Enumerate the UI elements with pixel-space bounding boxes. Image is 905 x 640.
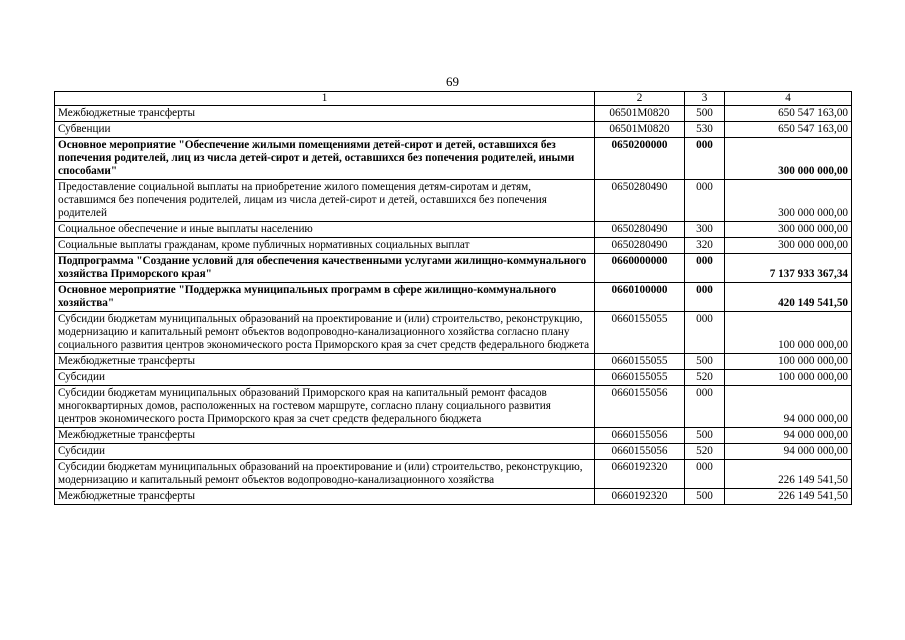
row-name-cell: Субсидии бюджетам муниципальных образований на проектирование и (или) строительство, реконструкцию, модернизацию и капитальный ремонт объектов водопроводно-канализационного хозяйства согласно плану социального развития центров экономического роста Приморского края за счет средств федерального бюджета bbox=[55, 312, 595, 354]
column-header-sum: 4 bbox=[725, 92, 852, 106]
table-row bbox=[55, 122, 852, 138]
row-code-cell: 06501M0820 bbox=[595, 106, 685, 122]
page-number: 69 bbox=[446, 74, 459, 89]
row-name-cell: Подпрограмма "Создание условий для обеспечения качественными услугами жилищно-коммунального хозяйства Приморского края" bbox=[55, 254, 595, 283]
column-header-code: 2 bbox=[595, 92, 685, 106]
row-sum-cell: 300 000 000,00 bbox=[725, 138, 852, 180]
row-vr-cell: 000 bbox=[685, 283, 725, 312]
row-vr-cell: 530 bbox=[685, 122, 725, 138]
row-code-cell: 0650280490 bbox=[595, 238, 685, 254]
row-name-cell: Субсидии бюджетам муниципальных образований Приморского края на капитальный ремонт фасадов многоквартирных домов, расположенных на гостевом маршруте, согласно плану социального развития центров экономического роста Приморского края за счет средств федерального бюджета bbox=[55, 386, 595, 428]
row-name-cell: Социальные выплаты гражданам, кроме публичных нормативных социальных выплат bbox=[55, 238, 595, 254]
row-sum-cell: 94 000 000,00 bbox=[725, 386, 852, 428]
row-name-cell: Субсидии бюджетам муниципальных образований на проектирование и (или) строительство, реконструкцию, модернизацию и капитальный ремонт объектов водопроводно-канализационного хозяйства bbox=[55, 460, 595, 489]
row-vr-cell: 000 bbox=[685, 312, 725, 354]
row-vr-cell: 500 bbox=[685, 354, 725, 370]
row-vr-cell: 520 bbox=[685, 370, 725, 386]
row-vr-cell: 000 bbox=[685, 138, 725, 180]
row-sum-cell: 100 000 000,00 bbox=[725, 370, 852, 386]
row-vr-cell: 520 bbox=[685, 444, 725, 460]
row-name-cell: Субвенции bbox=[55, 122, 595, 138]
row-vr-cell: 000 bbox=[685, 460, 725, 489]
row-code-cell: 0660155056 bbox=[595, 444, 685, 460]
row-name-cell: Межбюджетные трансферты bbox=[55, 354, 595, 370]
row-code-cell: 0660155056 bbox=[595, 428, 685, 444]
row-code-cell: 0660100000 bbox=[595, 283, 685, 312]
table-row bbox=[55, 180, 852, 222]
row-name-cell: Предоставление социальной выплаты на приобретение жилого помещения детям-сиротам и детям, оставшимся без попечения родителей, лицам из числа детей-сирот и детей, оставшихся без попечения родителей bbox=[55, 180, 595, 222]
row-sum-cell: 650 547 163,00 bbox=[725, 122, 852, 138]
table-row bbox=[55, 283, 852, 312]
table-header-row bbox=[55, 92, 852, 106]
row-sum-cell: 650 547 163,00 bbox=[725, 106, 852, 122]
row-sum-cell: 300 000 000,00 bbox=[725, 180, 852, 222]
row-vr-cell: 000 bbox=[685, 180, 725, 222]
row-name-cell: Социальное обеспечение и иные выплаты населению bbox=[55, 222, 595, 238]
table-row bbox=[55, 354, 852, 370]
row-code-cell: 0660192320 bbox=[595, 489, 685, 505]
row-name-cell: Межбюджетные трансферты bbox=[55, 428, 595, 444]
row-sum-cell: 100 000 000,00 bbox=[725, 354, 852, 370]
row-code-cell: 0650200000 bbox=[595, 138, 685, 180]
row-vr-cell: 000 bbox=[685, 254, 725, 283]
row-sum-cell: 300 000 000,00 bbox=[725, 222, 852, 238]
row-sum-cell: 226 149 541,50 bbox=[725, 460, 852, 489]
row-sum-cell: 94 000 000,00 bbox=[725, 428, 852, 444]
row-code-cell: 0660155056 bbox=[595, 386, 685, 428]
table-row bbox=[55, 386, 852, 428]
row-code-cell: 06501M0820 bbox=[595, 122, 685, 138]
row-vr-cell: 000 bbox=[685, 386, 725, 428]
column-header-vr: 3 bbox=[685, 92, 725, 106]
row-name-cell: Субсидии bbox=[55, 444, 595, 460]
row-sum-cell: 420 149 541,50 bbox=[725, 283, 852, 312]
row-code-cell: 0660155055 bbox=[595, 312, 685, 354]
row-code-cell: 0660000000 bbox=[595, 254, 685, 283]
row-sum-cell: 226 149 541,50 bbox=[725, 489, 852, 505]
row-code-cell: 0660155055 bbox=[595, 354, 685, 370]
table-row bbox=[55, 312, 852, 354]
table-row bbox=[55, 444, 852, 460]
row-vr-cell: 500 bbox=[685, 106, 725, 122]
row-name-cell: Межбюджетные трансферты bbox=[55, 489, 595, 505]
table-row bbox=[55, 238, 852, 254]
row-sum-cell: 94 000 000,00 bbox=[725, 444, 852, 460]
budget-table bbox=[54, 91, 852, 505]
row-name-cell: Основное мероприятие "Обеспечение жилыми помещениями детей-сирот и детей, оставшихся без попечения родителей, лиц из числа детей-сирот и детей, оставшихся без попечения родителей, иными способами" bbox=[55, 138, 595, 180]
table-row bbox=[55, 460, 852, 489]
row-sum-cell: 100 000 000,00 bbox=[725, 312, 852, 354]
row-sum-cell: 7 137 933 367,34 bbox=[725, 254, 852, 283]
row-sum-cell: 300 000 000,00 bbox=[725, 238, 852, 254]
row-vr-cell: 500 bbox=[685, 489, 725, 505]
row-name-cell: Межбюджетные трансферты bbox=[55, 106, 595, 122]
table-row bbox=[55, 254, 852, 283]
row-name-cell: Субсидии bbox=[55, 370, 595, 386]
row-vr-cell: 500 bbox=[685, 428, 725, 444]
table-row bbox=[55, 222, 852, 238]
column-header-name: 1 bbox=[55, 92, 595, 106]
row-code-cell: 0660192320 bbox=[595, 460, 685, 489]
table-row bbox=[55, 489, 852, 505]
row-code-cell: 0660155055 bbox=[595, 370, 685, 386]
table-row bbox=[55, 138, 852, 180]
row-vr-cell: 320 bbox=[685, 238, 725, 254]
row-name-cell: Основное мероприятие "Поддержка муниципальных программ в сфере жилищно-коммунального хозяйства" bbox=[55, 283, 595, 312]
table-row bbox=[55, 106, 852, 122]
row-vr-cell: 300 bbox=[685, 222, 725, 238]
table-row bbox=[55, 428, 852, 444]
row-code-cell: 0650280490 bbox=[595, 222, 685, 238]
row-code-cell: 0650280490 bbox=[595, 180, 685, 222]
table-row bbox=[55, 370, 852, 386]
